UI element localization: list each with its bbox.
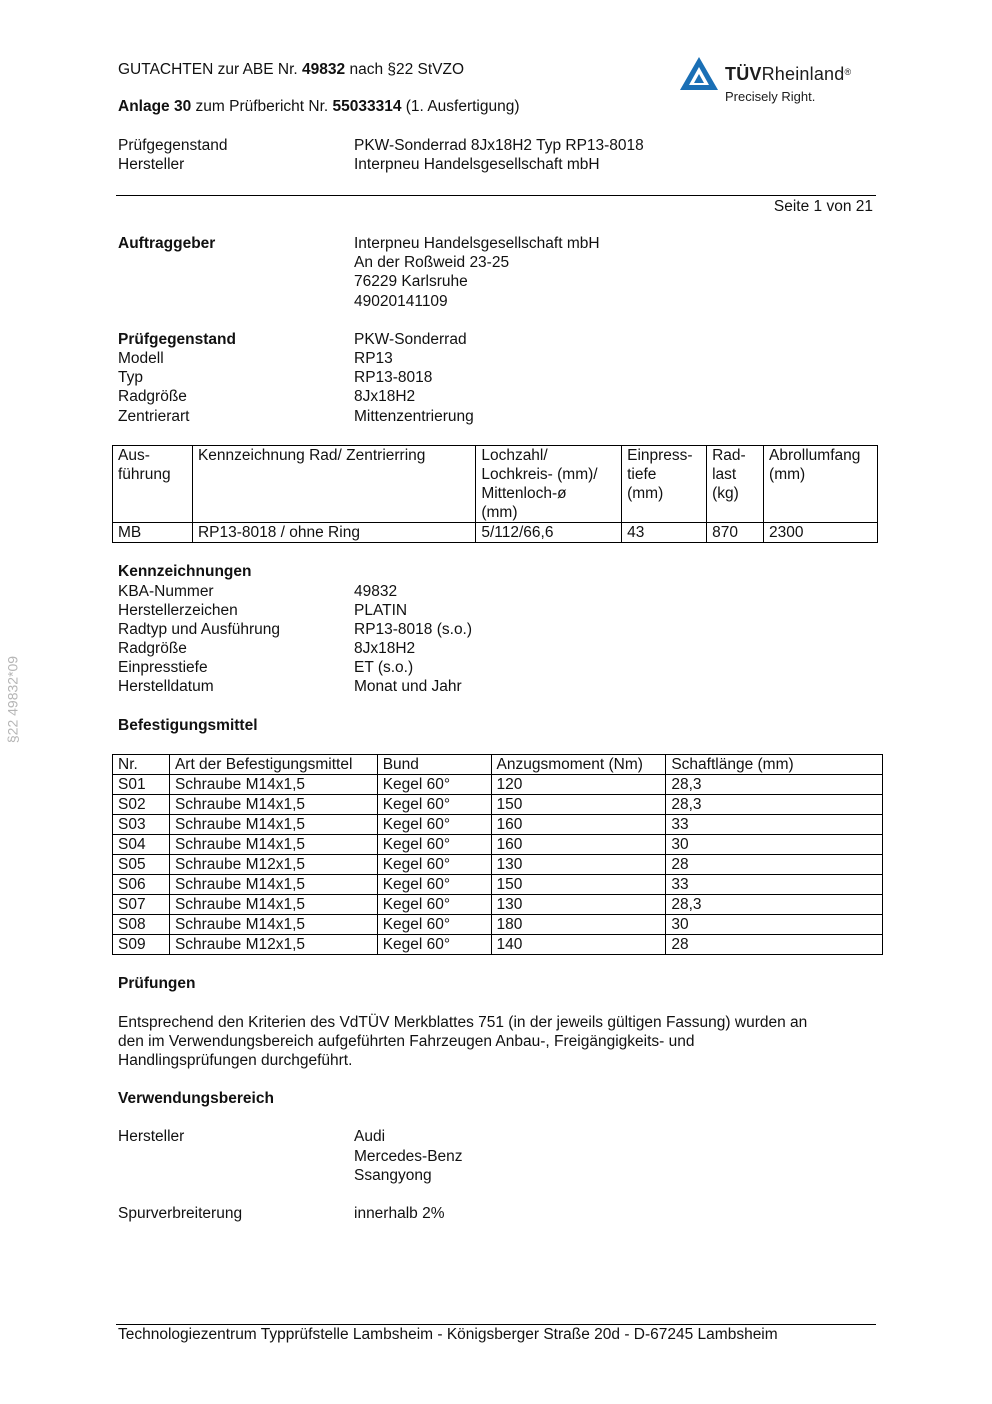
- kennzeichnungen-title: Kennzeichnungen: [118, 563, 252, 580]
- paragraph-line: den im Verwendungsbereich aufgeführten Fahrzeugen Anbau-, Freigängigkeits- und: [118, 1033, 695, 1050]
- pruefungen-paragraph: [118, 1013, 888, 1070]
- logo-name: [725, 65, 851, 84]
- logo-name-regular: Rheinland: [761, 64, 845, 84]
- befestigung-header-cell: Nr.: [113, 755, 170, 775]
- table-cell: Kegel 60°: [377, 875, 491, 895]
- table-cell: Schraube M14x1,5: [169, 815, 377, 835]
- pruefgegenstand-sub-value: Mittenzentrierung: [354, 408, 474, 425]
- table-cell: Kegel 60°: [377, 915, 491, 935]
- verwendung-hersteller-row: [118, 1147, 878, 1166]
- table-cell: 150: [491, 795, 666, 815]
- auftraggeber-row: [118, 272, 878, 291]
- verwendung-hersteller-row: [118, 1166, 878, 1185]
- spurverbreiterung-label: Spurverbreiterung: [118, 1205, 243, 1222]
- table-cell: 30: [666, 835, 883, 855]
- table-cell: 870: [707, 523, 764, 543]
- table-cell: 180: [491, 915, 666, 935]
- table-cell: 28: [666, 935, 883, 955]
- pruefgegenstand-sub-value: RP13-8018: [354, 369, 433, 386]
- kennzeichnungen-row: [118, 620, 878, 639]
- verwendung-hersteller-label: Hersteller: [118, 1128, 185, 1145]
- pruefgegenstand-row: [118, 330, 878, 349]
- anlage-mid: zum Prüfbericht Nr.: [191, 98, 333, 115]
- wheel-table: [112, 445, 878, 543]
- table-cell: 150: [491, 875, 666, 895]
- kennzeichnungen-row: [118, 582, 878, 601]
- table-cell: MB: [113, 523, 193, 543]
- table-cell: Kegel 60°: [377, 855, 491, 875]
- table-cell: S02: [113, 795, 170, 815]
- footer-text: Technologiezentrum Typprüfstelle Lambsheim - Königsberger Straße 20d - D-67245 Lambsheim: [118, 1326, 778, 1343]
- table-cell: 120: [491, 775, 666, 795]
- kennzeichnungen-row: [118, 639, 878, 658]
- wheel-header-cell: Lochzahl/ Lochkreis- (mm)/ Mittenloch-ø (mm): [476, 446, 622, 523]
- header-row-label: Hersteller: [118, 156, 185, 173]
- auftraggeber-row: [118, 253, 878, 272]
- verwendung-hersteller-value: Mercedes-Benz: [354, 1148, 463, 1165]
- kennzeichnung-value: 49832: [354, 583, 398, 600]
- verwendung-spur-row: [118, 1204, 878, 1223]
- kennzeichnungen-row: [118, 658, 878, 677]
- table-cell: 5/112/66,6: [476, 523, 622, 543]
- page-info: Seite 1 von 21: [773, 198, 873, 215]
- pruefbericht-number: 55033314: [332, 98, 402, 115]
- anlage-label: Anlage 30: [118, 98, 192, 115]
- table-cell: S05: [113, 855, 170, 875]
- table-row: [113, 855, 883, 875]
- verwendung-hersteller-value: Audi: [354, 1128, 386, 1145]
- table-cell: 43: [622, 523, 707, 543]
- table-cell: Schraube M14x1,5: [169, 915, 377, 935]
- table-row: [113, 795, 883, 815]
- wheel-header-cell: Abrollumfang (mm): [764, 446, 878, 523]
- table-row: [113, 935, 883, 955]
- table-cell: 140: [491, 935, 666, 955]
- table-row: [113, 523, 878, 543]
- table-cell: Schraube M14x1,5: [169, 795, 377, 815]
- table-cell: Schraube M12x1,5: [169, 855, 377, 875]
- pruefungen-title-row: [118, 974, 878, 993]
- befestigung-title-row: [118, 716, 878, 735]
- table-row: [113, 815, 883, 835]
- kennzeichnung-label: KBA-Nummer: [118, 583, 214, 600]
- auftraggeber-line: An der Roßweid 23-25: [354, 254, 510, 271]
- side-stamp: [2, 640, 24, 760]
- befestigung-table-header: [113, 755, 883, 775]
- verwendung-hersteller-value: Ssangyong: [354, 1167, 432, 1184]
- table-row: [113, 915, 883, 935]
- auftraggeber-line: 49020141109: [354, 293, 448, 310]
- table-cell: Kegel 60°: [377, 935, 491, 955]
- pruefgegenstand-row: [118, 407, 878, 426]
- kennzeichnungen-row: [118, 601, 878, 620]
- wheel-header-cell: Kennzeichnung Rad/ Zentrierring: [192, 446, 475, 523]
- table-cell: S04: [113, 835, 170, 855]
- kennzeichnung-value: 8Jx18H2: [354, 640, 416, 657]
- tuv-triangle-icon: [679, 56, 719, 92]
- pruefgegenstand-row: [118, 349, 878, 368]
- table-cell: S07: [113, 895, 170, 915]
- pruefgegenstand-sub-label: Typ: [118, 369, 143, 386]
- table-cell: Kegel 60°: [377, 775, 491, 795]
- anlage-suffix: (1. Ausfertigung): [401, 98, 520, 115]
- table-cell: 33: [666, 815, 883, 835]
- table-cell: Schraube M12x1,5: [169, 935, 377, 955]
- kennzeichnung-label: Herstelldatum: [118, 678, 214, 695]
- wheel-header-cell: Rad- last (kg): [707, 446, 764, 523]
- table-row: [113, 835, 883, 855]
- kennzeichnungen-row: [118, 677, 878, 696]
- header-row-value: PKW-Sonderrad 8Jx18H2 Typ RP13-8018: [354, 137, 644, 154]
- auftraggeber-line: 76229 Karlsruhe: [354, 273, 468, 290]
- befestigung-header-cell: Anzugsmoment (Nm): [491, 755, 666, 775]
- pruefgegenstand-row: [118, 368, 878, 387]
- paragraph-line: Entsprechend den Kriterien des VdTÜV Merkblattes 751 (in der jeweils gültigen Fassung) wurden an: [118, 1014, 808, 1031]
- table-row: [113, 775, 883, 795]
- table-cell: 130: [491, 895, 666, 915]
- wheel-header-cell: Aus- führung: [113, 446, 193, 523]
- table-cell: S08: [113, 915, 170, 935]
- header-row-pruefgegenstand: [118, 136, 878, 155]
- table-cell: S06: [113, 875, 170, 895]
- verwendung-hersteller-row: [118, 1127, 878, 1146]
- wheel-header-cell: Einpress- tiefe (mm): [622, 446, 707, 523]
- pruefgegenstand-value: PKW-Sonderrad: [354, 331, 467, 348]
- table-cell: Schraube M14x1,5: [169, 835, 377, 855]
- table-cell: Kegel 60°: [377, 815, 491, 835]
- auftraggeber-row: [118, 234, 878, 253]
- table-cell: S03: [113, 815, 170, 835]
- kennzeichnung-value: PLATIN: [354, 602, 408, 619]
- kennzeichnung-value: ET (s.o.): [354, 659, 414, 676]
- table-cell: Schraube M14x1,5: [169, 875, 377, 895]
- paragraph-line: Handlingsprüfungen durchgeführt.: [118, 1052, 353, 1069]
- verwendung-title-row: [118, 1089, 878, 1108]
- pruefgegenstand-sub-value: RP13: [354, 350, 393, 367]
- pruefgegenstand-label: Prüfgegenstand: [118, 331, 236, 348]
- header-anlage: [118, 97, 520, 116]
- table-cell: 2300: [764, 523, 878, 543]
- kennzeichnung-label: Einpresstiefe: [118, 659, 208, 676]
- table-cell: S09: [113, 935, 170, 955]
- befestigung-header-cell: Bund: [377, 755, 491, 775]
- header-row-label: Prüfgegenstand: [118, 137, 228, 154]
- table-cell: Schraube M14x1,5: [169, 895, 377, 915]
- logo-tagline: Precisely Right.: [725, 89, 816, 104]
- header-row-hersteller: [118, 155, 878, 174]
- befestigung-table: [112, 754, 883, 955]
- header-title: [118, 60, 464, 79]
- logo-registered: ®: [844, 67, 852, 77]
- header-title-prefix: GUTACHTEN zur ABE Nr.: [118, 61, 303, 78]
- pruefgegenstand-sub-value: 8Jx18H2: [354, 388, 416, 405]
- logo-name-bold: TÜV: [725, 64, 762, 84]
- pruefgegenstand-row: [118, 387, 878, 406]
- table-cell: Schraube M14x1,5: [169, 775, 377, 795]
- kennzeichnung-value: RP13-8018 (s.o.): [354, 621, 473, 638]
- spurverbreiterung-value: innerhalb 2%: [354, 1205, 445, 1222]
- befestigung-title: Befestigungsmittel: [118, 717, 258, 734]
- kennzeichnung-label: Radgröße: [118, 640, 187, 657]
- kennzeichnung-label: Radtyp und Ausführung: [118, 621, 281, 638]
- tuv-logo: [679, 54, 869, 106]
- kennzeichnung-label: Herstellerzeichen: [118, 602, 238, 619]
- table-cell: 28,3: [666, 895, 883, 915]
- auftraggeber-line: Interpneu Handelsgesellschaft mbH: [354, 235, 600, 252]
- table-cell: Kegel 60°: [377, 795, 491, 815]
- table-cell: Kegel 60°: [377, 835, 491, 855]
- table-cell: 160: [491, 835, 666, 855]
- kennzeichnungen-title-row: [118, 562, 878, 581]
- table-row: [113, 895, 883, 915]
- table-cell: S01: [113, 775, 170, 795]
- header-title-suffix: nach §22 StVZO: [345, 61, 465, 78]
- verwendung-title: Verwendungsbereich: [118, 1090, 274, 1107]
- table-cell: 160: [491, 815, 666, 835]
- table-cell: 30: [666, 915, 883, 935]
- table-cell: 33: [666, 875, 883, 895]
- header-divider: [116, 195, 876, 196]
- abe-number: 49832: [302, 61, 346, 78]
- table-row: [113, 875, 883, 895]
- table-cell: 28,3: [666, 795, 883, 815]
- table-cell: 28: [666, 855, 883, 875]
- pruefgegenstand-sub-label: Zentrierart: [118, 408, 190, 425]
- kennzeichnung-value: Monat und Jahr: [354, 678, 462, 695]
- auftraggeber-label: Auftraggeber: [118, 235, 216, 252]
- table-cell: 28,3: [666, 775, 883, 795]
- pruefgegenstand-sub-label: Modell: [118, 350, 164, 367]
- befestigung-header-cell: Schaftlänge (mm): [666, 755, 883, 775]
- table-cell: RP13-8018 / ohne Ring: [192, 523, 475, 543]
- table-cell: 130: [491, 855, 666, 875]
- table-cell: Kegel 60°: [377, 895, 491, 915]
- auftraggeber-row: [118, 292, 878, 311]
- pruefungen-title: Prüfungen: [118, 975, 196, 992]
- wheel-table-header: [113, 446, 878, 523]
- side-stamp-text: §22 49832*09: [4, 655, 21, 744]
- header-row-value: Interpneu Handelsgesellschaft mbH: [354, 156, 600, 173]
- befestigung-header-cell: Art der Befestigungsmittel: [169, 755, 377, 775]
- pruefgegenstand-sub-label: Radgröße: [118, 388, 187, 405]
